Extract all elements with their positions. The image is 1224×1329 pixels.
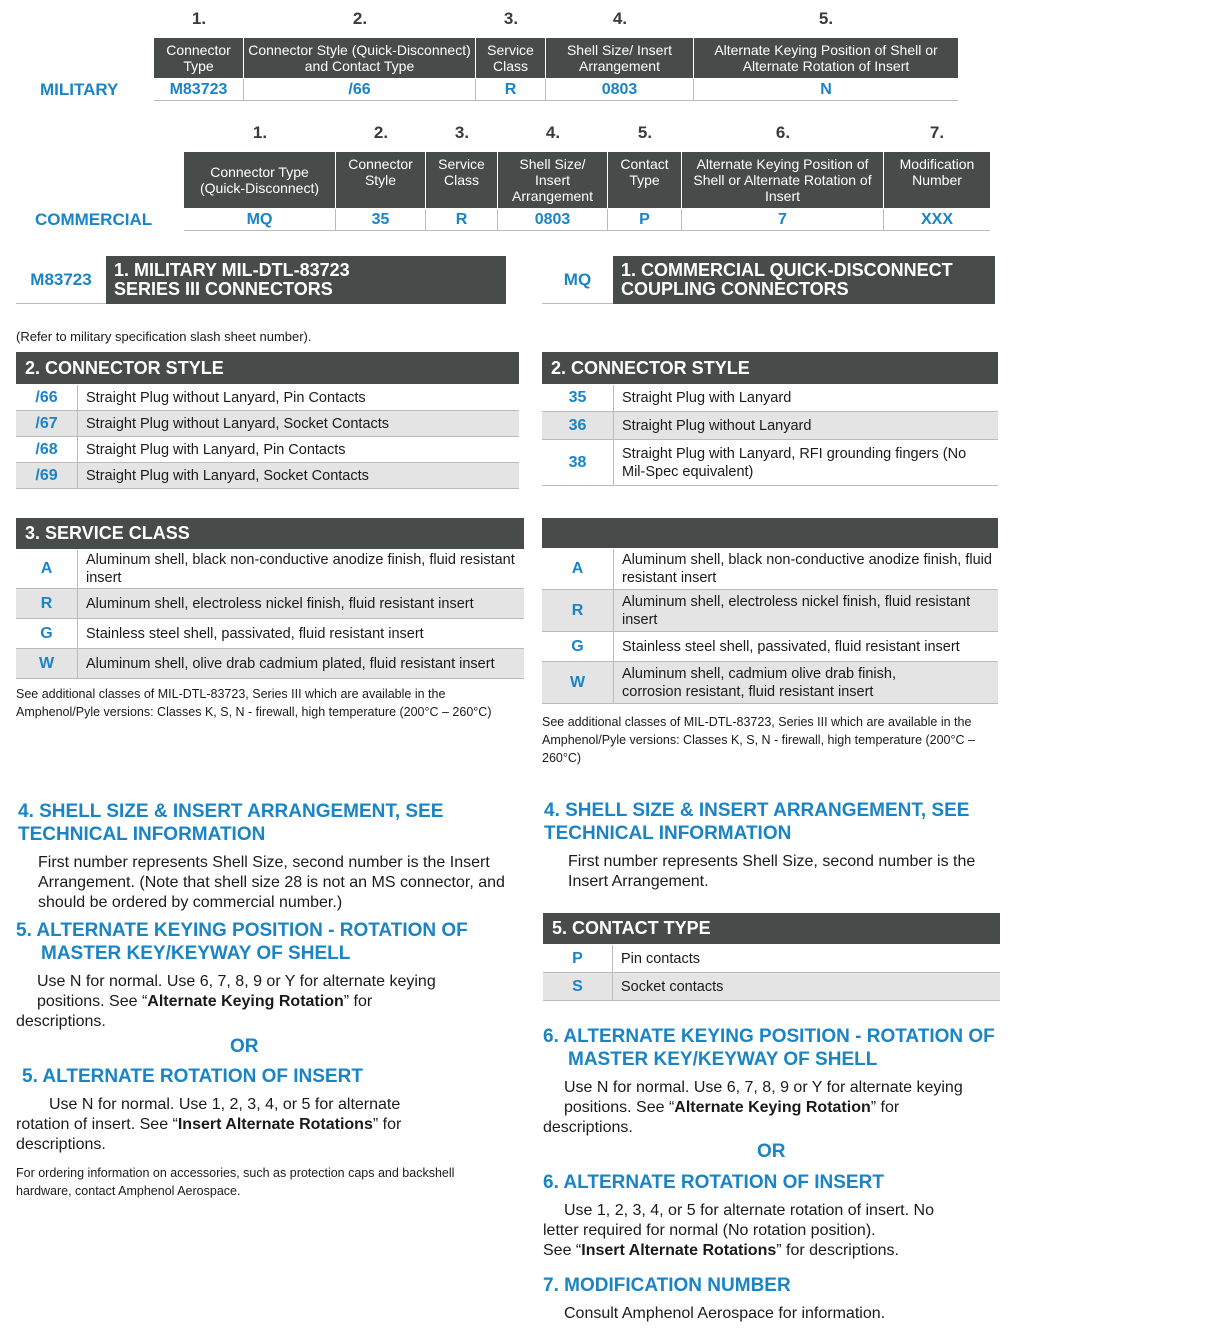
- class-row: [16, 649, 524, 679]
- body-line: [543, 1241, 1023, 1261]
- heading-line: 4. SHELL SIZE & INSERT ARRANGEMENT, SEE: [544, 800, 970, 821]
- style-row: [16, 411, 519, 437]
- body-text: positions. See “: [37, 993, 148, 1010]
- style-desc: Straight Plug with Lanyard, Pin Contacts: [86, 441, 346, 458]
- contact-desc: Socket contacts: [621, 978, 724, 995]
- col-value: 0803: [546, 79, 694, 101]
- connector-style-header: 2. CONNECTOR STYLE: [542, 352, 998, 384]
- style-code: /67: [16, 411, 78, 436]
- type-title: [613, 256, 995, 304]
- col-number: 5.: [818, 9, 834, 28]
- class-desc: Aluminum shell, black non-conductive anodize finish, fluid resistant insert: [86, 552, 515, 586]
- col-value: 35: [336, 209, 426, 231]
- col-number: 1.: [252, 123, 268, 142]
- class-row: [16, 550, 524, 589]
- class-row: [542, 549, 998, 590]
- contact-row: [543, 973, 1000, 1001]
- class-note: See additional classes of MIL-DTL-83723, Series III which are available in the Amphenol/Pyle versions: Classes K, S, N - firewall, high temperature (200°C – 260°C): [16, 687, 492, 719]
- keying-heading: [16, 919, 468, 965]
- style-row: [542, 412, 998, 440]
- col-number: 2.: [352, 9, 368, 28]
- body-text: See “: [543, 1242, 582, 1259]
- class-note: See additional classes of MIL-DTL-83723, Series III which are available in the Amphenol/Pyle versions: Classes K, S, N - firewall, high temperature (200°C – 260°C): [542, 715, 975, 765]
- col-header: Connector Type: [154, 38, 243, 78]
- style-desc: Straight Plug without Lanyard: [622, 417, 812, 434]
- type-code: M83723: [16, 256, 106, 304]
- style-row: [542, 440, 998, 486]
- class-code: G: [542, 632, 614, 661]
- col-header: Modification Number: [884, 152, 990, 208]
- heading-line: MASTER KEY/KEYWAY OF SHELL: [41, 943, 351, 964]
- col-header: Alternate Keying Position of Shell or Alternate Rotation of Insert: [682, 152, 883, 208]
- col-value: R: [476, 79, 546, 101]
- class-row: [16, 619, 524, 649]
- style-desc: Straight Plug with Lanyard: [622, 390, 792, 406]
- col-header: Alternate Keying Position of Shell or Alternate Rotation of Insert: [694, 38, 958, 78]
- col-number: 4.: [545, 123, 561, 142]
- col-value: MQ: [184, 209, 336, 231]
- class-row: [542, 662, 998, 704]
- class-code: A: [542, 549, 614, 589]
- class-desc: Aluminum shell, electroless nickel finish, fluid resistant insert: [622, 593, 971, 628]
- type-title-line: COUPLING CONNECTORS: [621, 279, 849, 299]
- heading-line: TECHNICAL INFORMATION: [18, 824, 266, 845]
- class-code: W: [16, 649, 78, 678]
- rotation-heading: 5. ALTERNATE ROTATION OF INSERT: [22, 1066, 363, 1087]
- col-value: 0803: [498, 209, 608, 231]
- keying-body: [16, 972, 516, 1032]
- contact-row: [543, 945, 1000, 973]
- style-code: /66: [16, 385, 78, 410]
- body-line: [16, 992, 516, 1012]
- body-line: Use N for normal. Use 1, 2, 3, 4, or 5 for alternate: [49, 1096, 401, 1113]
- style-row: [542, 385, 998, 412]
- service-class-header: [542, 518, 998, 548]
- body-bold: Alternate Keying Rotation: [674, 1099, 871, 1116]
- shell-size-body: First number represents Shell Size, second number is the Insert Arrangement. (Note that shell size 28 is not an MS connector, and should be ordered by commercial number.): [38, 854, 505, 911]
- col-header: Shell Size/ Insert Arrangement: [546, 38, 693, 78]
- class-desc: Aluminum shell, olive drab cadmium plated, fluid resistant insert: [86, 655, 495, 672]
- col-header: Service Class: [476, 38, 545, 78]
- class-code: R: [542, 590, 614, 631]
- service-class-header: 3. SERVICE CLASS: [16, 518, 524, 549]
- style-row: [16, 385, 519, 411]
- class-code: A: [16, 550, 78, 588]
- class-desc: Aluminum shell, black non-conductive anodize finish, fluid resistant insert: [622, 552, 992, 586]
- col-value: XXX: [884, 209, 990, 231]
- col-number: 1.: [191, 9, 207, 28]
- type-code: MQ: [542, 256, 613, 304]
- or-separator: OR: [230, 1036, 259, 1057]
- col-header: Connector Style (Quick-Disconnect) and Contact Type: [244, 38, 475, 78]
- style-code: 38: [542, 440, 614, 485]
- body-line: descriptions.: [16, 1013, 106, 1030]
- class-desc: Aluminum shell, cadmium olive drab finish, corrosion resistant, fluid resistant insert: [622, 665, 896, 700]
- body-line: descriptions.: [16, 1136, 106, 1153]
- heading-line: 6. ALTERNATE KEYING POSITION - ROTATION OF: [543, 1026, 995, 1047]
- body-bold: Alternate Keying Rotation: [147, 993, 344, 1010]
- body-text: rotation of insert. See “: [16, 1116, 178, 1133]
- col-value: /66: [244, 79, 476, 101]
- body-text: ” for descriptions.: [776, 1242, 899, 1259]
- heading-line: 4. SHELL SIZE & INSERT ARRANGEMENT, SEE: [18, 801, 444, 822]
- contact-type-header: 5. CONTACT TYPE: [543, 913, 1000, 944]
- connector-style-header: 2. CONNECTOR STYLE: [16, 352, 519, 384]
- col-header: Connector Style: [336, 152, 425, 208]
- col-value: N: [694, 79, 958, 101]
- keying-body: [543, 1078, 1023, 1138]
- col-number: 5.: [637, 123, 653, 142]
- style-row: [16, 463, 519, 489]
- modification-heading: 7. MODIFICATION NUMBER: [543, 1275, 791, 1296]
- type-title-line: SERIES III CONNECTORS: [114, 279, 333, 299]
- keying-heading: [543, 1025, 995, 1071]
- col-value: P: [608, 209, 682, 231]
- style-code: /69: [16, 463, 78, 488]
- col-number: 7.: [929, 123, 945, 142]
- class-row: [542, 590, 998, 632]
- type-title-line: 1. COMMERCIAL QUICK-DISCONNECT: [621, 260, 953, 280]
- style-desc: Straight Plug without Lanyard, Pin Contacts: [86, 389, 366, 406]
- body-text: positions. See “: [564, 1099, 675, 1116]
- col-header: Shell Size/ Insert Arrangement: [498, 152, 607, 208]
- col-header: Service Class: [426, 152, 497, 208]
- class-code: R: [16, 589, 78, 618]
- col-number: 3.: [503, 9, 519, 28]
- col-value: M83723: [154, 79, 244, 101]
- shell-size-heading: [18, 800, 443, 846]
- col-value: 7: [682, 209, 884, 231]
- shell-size-heading: [544, 799, 969, 845]
- type-title: [106, 256, 506, 304]
- style-code: /68: [16, 437, 78, 462]
- col-header: Connector Type (Quick-Disconnect): [184, 152, 335, 208]
- contact-desc: Pin contacts: [621, 950, 700, 967]
- body-text: ” for: [343, 993, 373, 1010]
- or-separator: OR: [757, 1141, 786, 1162]
- class-code: G: [16, 619, 78, 648]
- heading-line: MASTER KEY/KEYWAY OF SHELL: [568, 1049, 878, 1070]
- body-line: descriptions.: [543, 1119, 633, 1136]
- body-line: [16, 1115, 516, 1135]
- body-bold: Insert Alternate Rotations: [581, 1242, 777, 1259]
- heading-line: 5. ALTERNATE KEYING POSITION - ROTATION OF: [16, 920, 468, 941]
- class-desc: Stainless steel shell, passivated, fluid resistant insert: [86, 625, 424, 642]
- style-desc: Straight Plug with Lanyard, Socket Contacts: [86, 467, 369, 484]
- type-title-line: 1. MILITARY MIL-DTL-83723: [114, 260, 350, 280]
- modification-body: Consult Amphenol Aerospace for information.: [564, 1305, 886, 1322]
- style-code: 35: [542, 385, 614, 411]
- col-number: 4.: [612, 9, 628, 28]
- body-line: Use 1, 2, 3, 4, or 5 for alternate rotation of insert. No: [564, 1202, 934, 1219]
- col-header: Contact Type: [608, 152, 681, 208]
- body-bold: Insert Alternate Rotations: [177, 1116, 373, 1133]
- body-line: [543, 1098, 1023, 1118]
- col-number: 3.: [454, 123, 470, 142]
- contact-code: P: [543, 945, 613, 972]
- style-desc: Straight Plug without Lanyard, Socket Contacts: [86, 415, 390, 432]
- style-code: 36: [542, 412, 614, 439]
- class-row: [542, 632, 998, 662]
- class-row: [16, 589, 524, 619]
- class-code: W: [542, 662, 614, 703]
- body-line: Use N for normal. Use 6, 7, 8, 9 or Y for alternate keying: [564, 1079, 963, 1096]
- class-desc: Stainless steel shell, passivated, fluid resistant insert: [622, 638, 960, 655]
- contact-code: S: [543, 973, 613, 1000]
- body-line: Use N for normal. Use 6, 7, 8, 9 or Y for alternate keying: [37, 973, 436, 990]
- refer-note: (Refer to military specification slash sheet number).: [16, 329, 312, 344]
- row-label-commercial: COMMERCIAL: [35, 210, 153, 229]
- col-number: 2.: [373, 123, 389, 142]
- rotation-body: [543, 1201, 1023, 1261]
- body-text: ” for: [870, 1099, 900, 1116]
- col-number: 6.: [775, 123, 791, 142]
- rotation-heading: 6. ALTERNATE ROTATION OF INSERT: [543, 1172, 884, 1193]
- body-line: letter required for normal (No rotation position).: [543, 1222, 876, 1239]
- shell-size-body: First number represents Shell Size, second number is the Insert Arrangement.: [568, 853, 976, 890]
- accessory-note: For ordering information on accessories, such as protection caps and backshell hardware, contact Amphenol Aerospace.: [16, 1166, 455, 1198]
- body-text: ” for: [372, 1116, 402, 1133]
- heading-line: TECHNICAL INFORMATION: [544, 823, 792, 844]
- col-value: R: [426, 209, 498, 231]
- style-row: [16, 437, 519, 463]
- row-label-military: MILITARY: [40, 80, 119, 99]
- class-desc: Aluminum shell, electroless nickel finish, fluid resistant insert: [86, 595, 474, 612]
- rotation-body: [16, 1095, 516, 1155]
- style-desc: Straight Plug with Lanyard, RFI grounding fingers (No Mil-Spec equivalent): [622, 445, 967, 480]
